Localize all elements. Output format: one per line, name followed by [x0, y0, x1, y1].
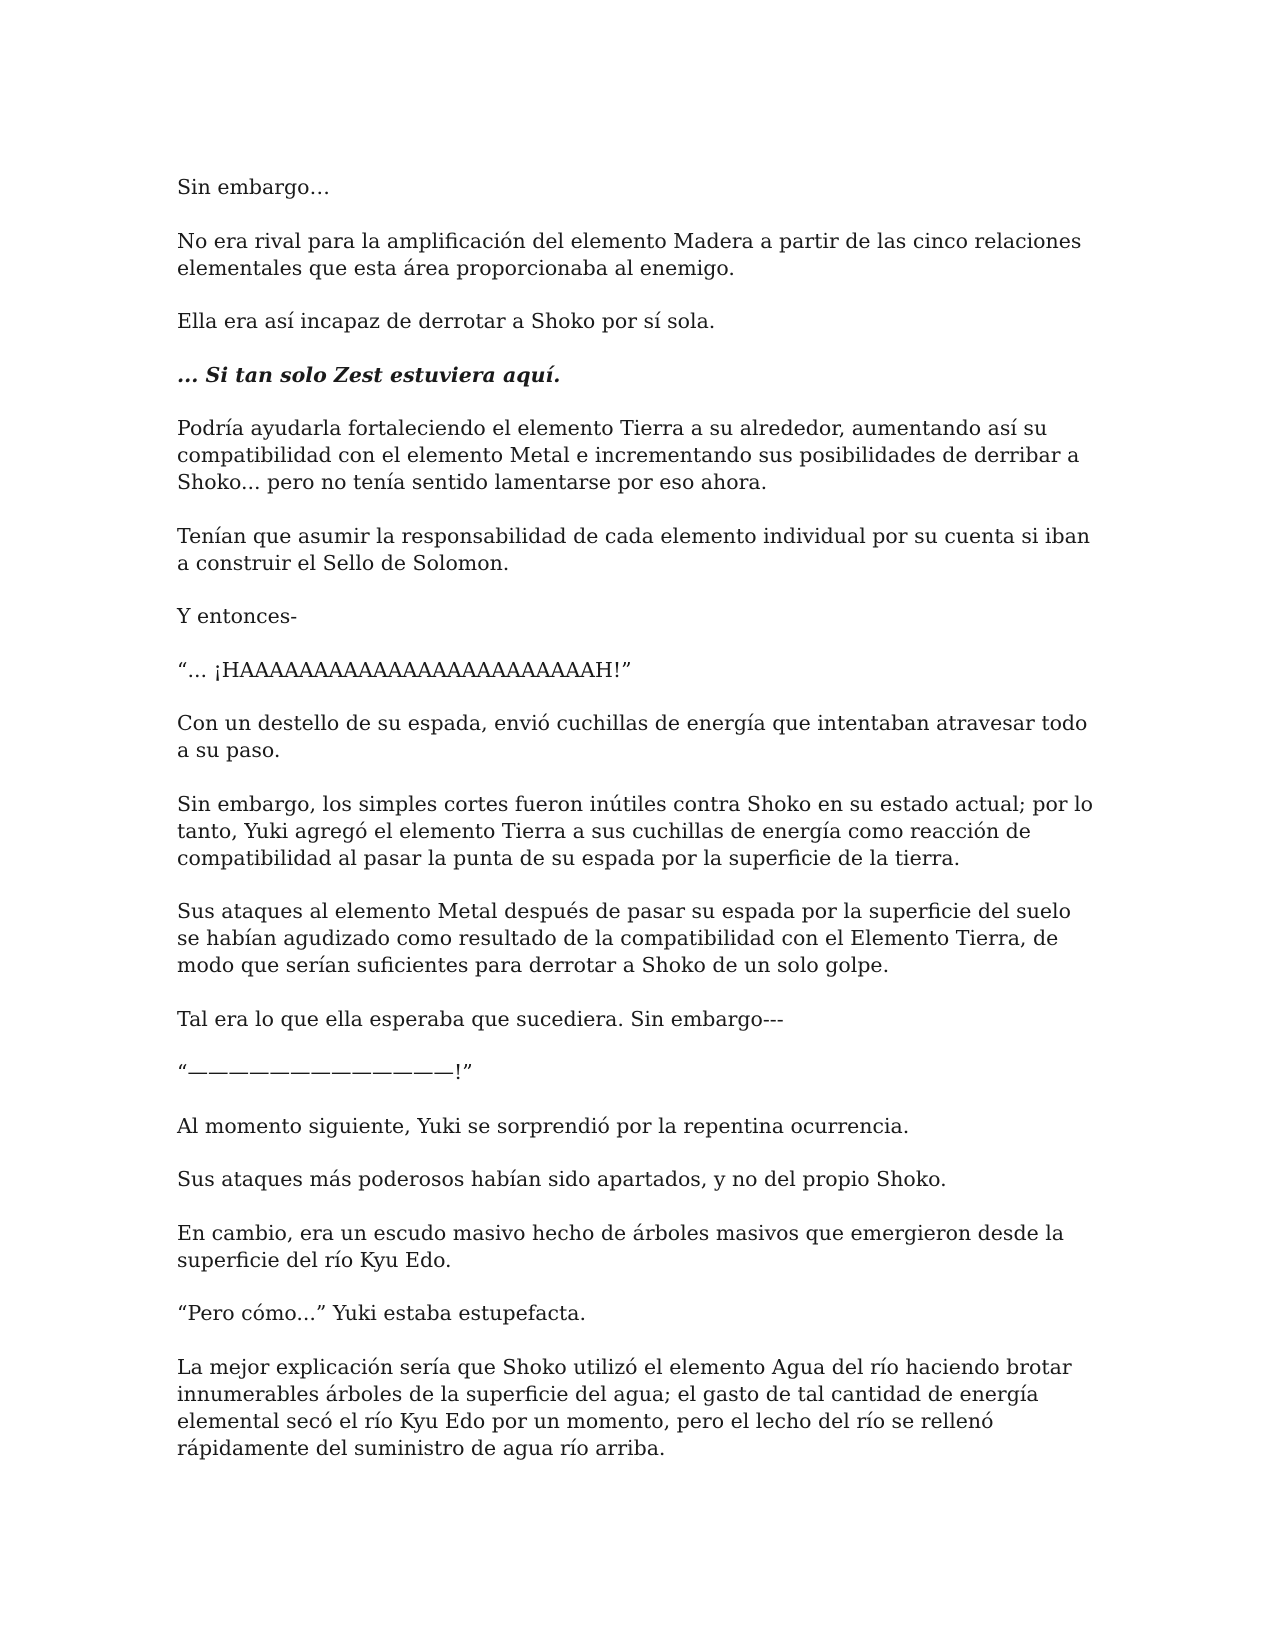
emphasized-paragraph: ... Si tan solo Zest estuviera aquí. — [177, 362, 561, 387]
dialogue-line: “Pero cómo...” Yuki estaba estupefacta. — [177, 1301, 586, 1325]
paragraph: No era rival para la amplificación del elemento Madera a partir de las cinco relaciones elementales que esta área proporcionaba al enemigo. — [177, 228, 1082, 280]
paragraph: Tenían que asumir la responsabilidad de cada elemento individual por su cuenta si iban a construir el Sello de Solomon. — [177, 523, 1091, 575]
paragraph: Sus ataques más poderosos habían sido apartados, y no del propio Shoko. — [177, 1167, 947, 1191]
dialogue-line: “—————————————!” — [177, 1060, 473, 1084]
document-body — [177, 174, 1097, 1488]
paragraph: Ella era así incapaz de derrotar a Shoko por sí sola. — [177, 309, 716, 333]
paragraph: En cambio, era un escudo masivo hecho de árboles masivos que emergieron desde la superficie del río Kyu Edo. — [177, 1220, 1064, 1272]
paragraph: Con un destello de su espada, envió cuchillas de energía que intentaban atravesar todo a su paso. — [177, 711, 1088, 762]
paragraph: Podría ayudarla fortaleciendo el elemento Tierra a su alrededor, aumentando así su compatibilidad con el elemento Metal e incrementando sus posibilidades de derribar a Shoko... pero no tenía sentido lamentarse por eso ahora. — [177, 416, 1080, 494]
paragraph: Tal era lo que ella esperaba que sucediera. Sin embargo--- — [177, 1006, 784, 1031]
paragraph: La mejor explicación sería que Shoko utilizó el elemento Agua del río haciendo brotar innumerables árboles de la superficie del agua; el gasto de tal cantidad de energía elemental secó el río Kyu Edo por un momento, pero el lecho del río se rellenó rápidamente del suministro de agua río arriba. — [177, 1354, 1072, 1460]
paragraph: Sin embargo, los simples cortes fueron inútiles contra Shoko en su estado actual; por lo tanto, Yuki agregó el elemento Tierra a sus cuchillas de energía como reacción de compatibilidad al pasar la punta de su espada por la superficie de la tierra. — [177, 791, 1094, 870]
paragraph: Sus ataques al elemento Metal después de pasar su espada por la superficie del suelo se habían agudizado como resultado de la compatibilidad con el Elemento Tierra, de modo que serían suficientes para derrotar a Shoko de un solo golpe. — [177, 899, 1071, 977]
dialogue-line: “... ¡HAAAAAAAAAAAAAAAAAAAAAAAAH!” — [177, 657, 632, 682]
paragraph: Sin embargo… — [177, 175, 330, 199]
paragraph: Y entonces- — [177, 604, 298, 628]
paragraph: Al momento siguiente, Yuki se sorprendió por la repentina ocurrencia. — [177, 1113, 910, 1138]
